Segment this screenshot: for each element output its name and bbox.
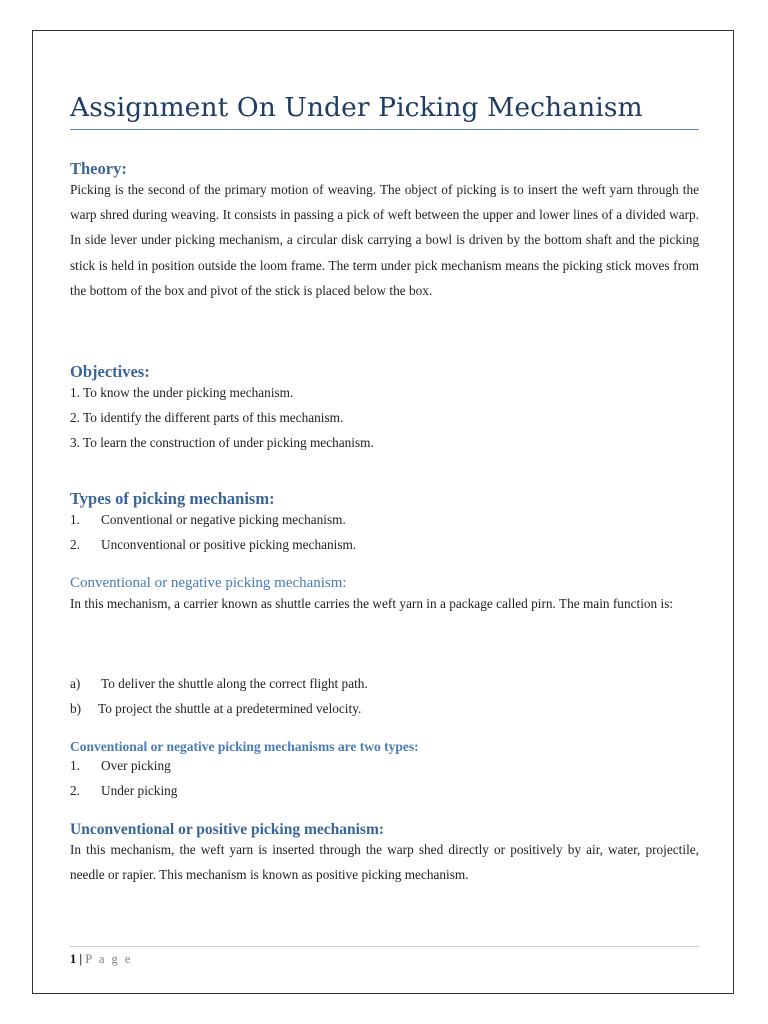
objective-item: 1. To know the under picking mechanism.	[70, 385, 294, 400]
list-number: 1.	[70, 512, 80, 527]
list-item	[70, 507, 699, 532]
theory-heading: Theory:	[70, 159, 127, 178]
list-text: To deliver the shuttle along the correct flight path.	[101, 676, 368, 691]
list-letter: a)	[70, 676, 81, 691]
list-item	[70, 778, 699, 803]
list-text: Conventional or negative picking mechanism.	[101, 512, 346, 527]
objectives-heading: Objectives:	[70, 362, 150, 381]
list-item	[70, 671, 699, 696]
list-text: Over picking	[101, 758, 171, 773]
list-item	[70, 532, 699, 557]
list-letter: b)	[70, 701, 82, 716]
page-footer	[70, 946, 699, 967]
list-text: Unconventional or positive picking mechanism.	[101, 537, 357, 552]
unconventional-heading: Unconventional or positive picking mechanism:	[70, 821, 385, 838]
list-item	[70, 696, 699, 721]
list-item	[70, 753, 699, 778]
list-number: 2.	[70, 783, 80, 798]
document-title: Assignment On Under Picking Mechanism	[70, 92, 643, 123]
footer-separator: |	[79, 952, 83, 966]
types-list	[70, 507, 699, 557]
list-text: Under picking	[101, 783, 178, 798]
list-text: To project the shuttle at a predetermined velocity.	[98, 701, 362, 716]
objective-item: 3. To learn the construction of under picking mechanism.	[70, 435, 374, 450]
conventional-types-heading: Conventional or negative picking mechanisms are two types:	[70, 739, 419, 754]
objective-item: 2. To identify the different parts of this mechanism.	[70, 410, 344, 425]
document-page	[32, 30, 734, 994]
conventional-types-list	[70, 753, 699, 803]
types-heading: Types of picking mechanism:	[70, 489, 275, 508]
unconventional-paragraph: In this mechanism, the weft yarn is inserted through the warp shed directly or positively by air, water, projectile, needle or rapier. This mechanism is known as positive picking mechanism.	[70, 842, 699, 883]
page-label: P a g e	[85, 952, 133, 966]
function-list	[70, 671, 699, 721]
objectives-list	[70, 380, 699, 455]
list-number: 2.	[70, 537, 80, 552]
list-number: 1.	[70, 758, 80, 773]
conventional-paragraph: In this mechanism, a carrier known as shuttle carries the weft yarn in a package called pirn. The main function is:	[70, 596, 674, 611]
page-number: 1	[70, 952, 77, 966]
conventional-heading: Conventional or negative picking mechanism:	[70, 575, 347, 591]
theory-paragraph: Picking is the second of the primary motion of weaving. The object of picking is to insert the weft yarn through the warp shred during weaving. It consists in passing a pick of weft between the upper and lower lines of a divided warp. In side lever under picking mechanism, a circular disk carrying a bowl is driven by the bottom shaft and the picking stick is held in position outside the loom frame. The term under pick mechanism means the picking stick moves from the bottom of the box and pivot of the stick is placed below the box.	[70, 182, 699, 298]
title-underline	[70, 129, 699, 130]
